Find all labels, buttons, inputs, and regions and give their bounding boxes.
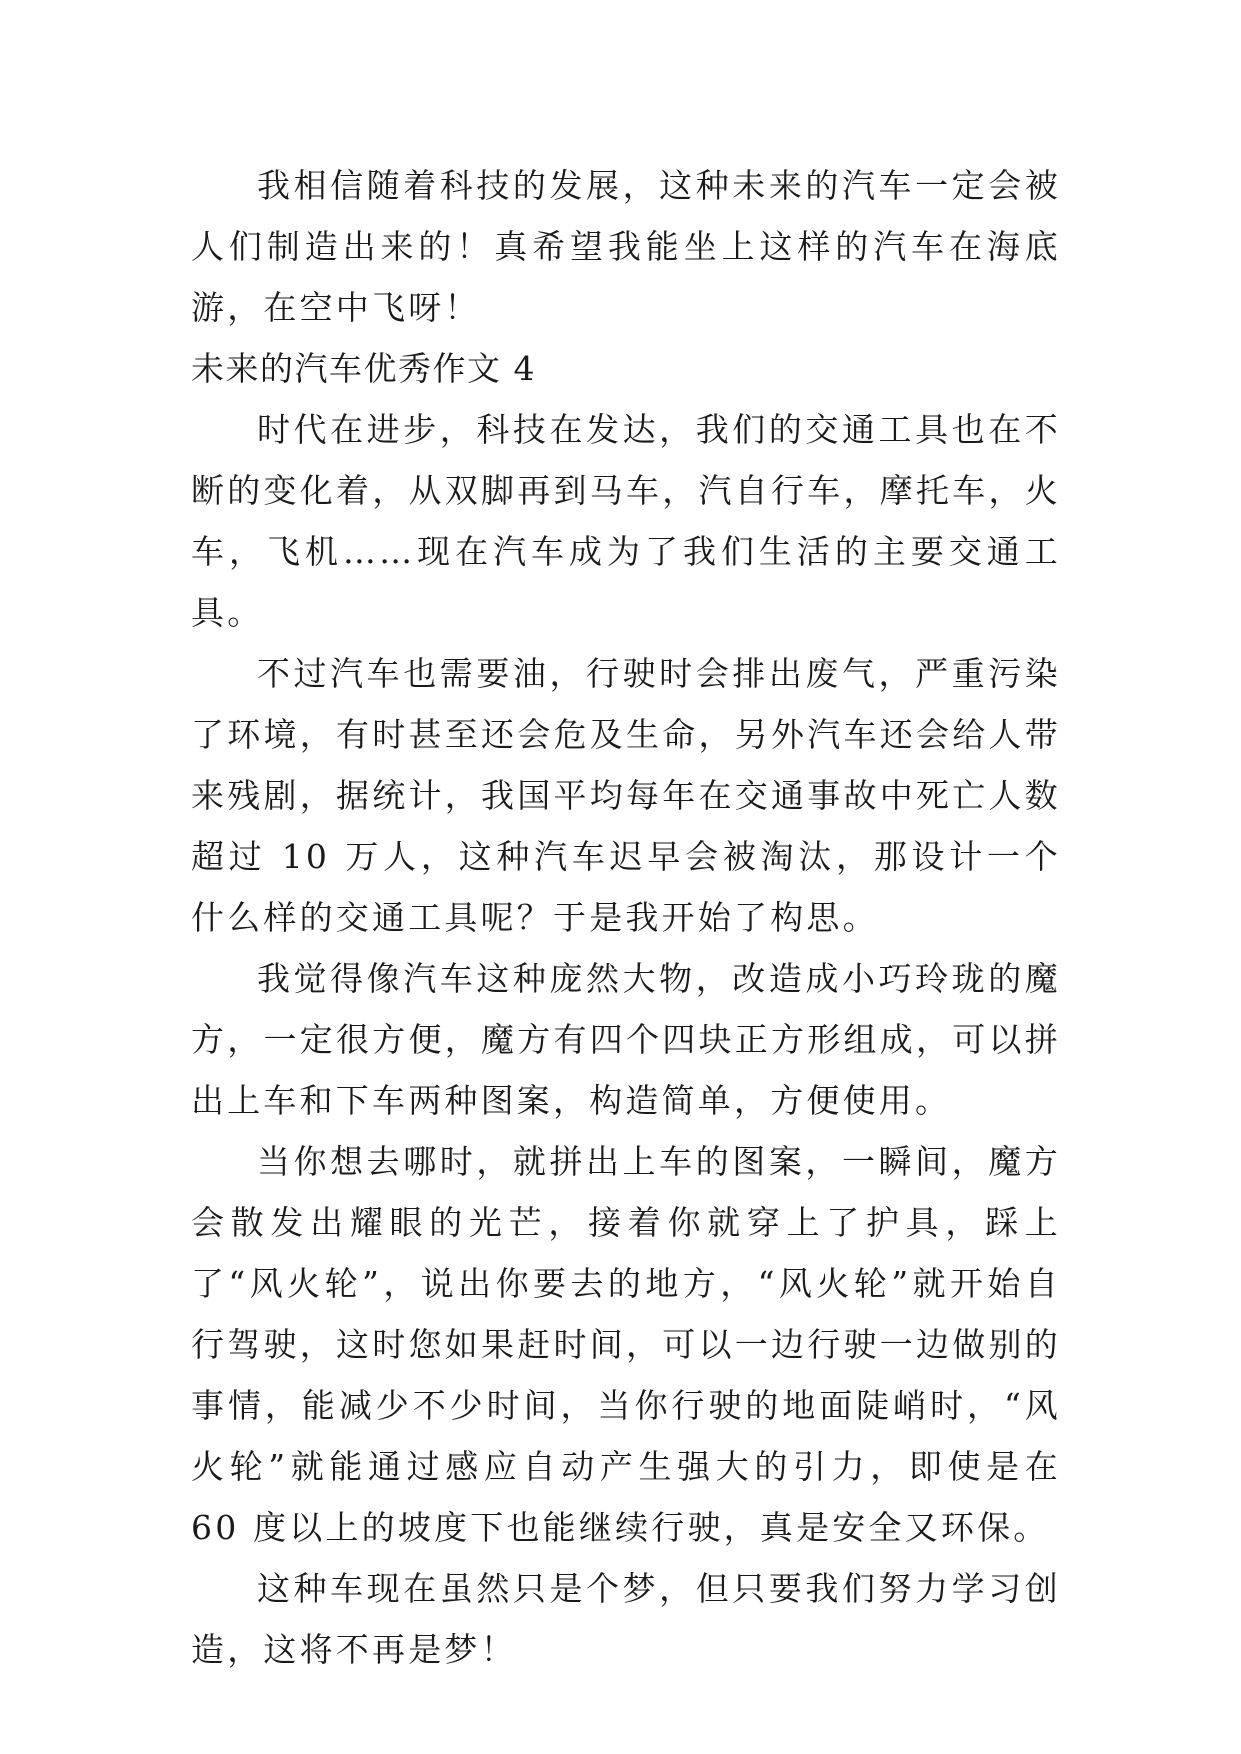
document-body [191, 155, 1061, 1680]
paragraph-conclusion: 这种车现在虽然只是个梦，但只要我们努力学习创造，这将不再是梦！ [191, 1569, 1061, 1669]
paragraph-problems: 不过汽车也需要油，行驶时会排出废气，严重污染了环境，有时甚至还会危及生命，另外汽车还会给人带来残剧，据统计，我国平均每年在交通事故中死亡人数超过 10 万人，这种汽车迟早会被淘汰，那设计一个什么样的交通工具呢？于是我开始了构思。 [191, 654, 1061, 937]
essay-title: 未来的汽车优秀作文 4 [191, 349, 536, 388]
paragraph-usage: 当你想去哪时，就拼出上车的图案，一瞬间，魔方会散发出耀眼的光芒，接着你就穿上了护具，踩上了“风火轮”，说出你要去的地方，“风火轮”就开始自行驾驶，这时您如果赶时间，可以一边行驶一边做别的事情，能减少不少时间，当你行驶的地面陡峭时，“风火轮”就能通过感应自动产生强大的引力，即使是在 60 度以上的坡度下也能继续行驶，真是安全又环保。 [191, 1142, 1061, 1547]
paragraph-intro: 时代在进步，科技在发达，我们的交通工具也在不断的变化着，从双脚再到马车，汽自行车，摩托车，火车，飞机……现在汽车成为了我们生活的主要交通工具。 [191, 410, 1061, 632]
paragraph-cube-idea: 我觉得像汽车这种庞然大物，改造成小巧玲珑的魔方，一定很方便，魔方有四个四块正方形组成，可以拼出上车和下车两种图案，构造简单，方便使用。 [191, 959, 1061, 1120]
paragraph-closing-wish: 我相信随着科技的发展，这种未来的汽车一定会被人们制造出来的！真希望我能坐上这样的汽车在海底游，在空中飞呀！ [191, 166, 1061, 327]
